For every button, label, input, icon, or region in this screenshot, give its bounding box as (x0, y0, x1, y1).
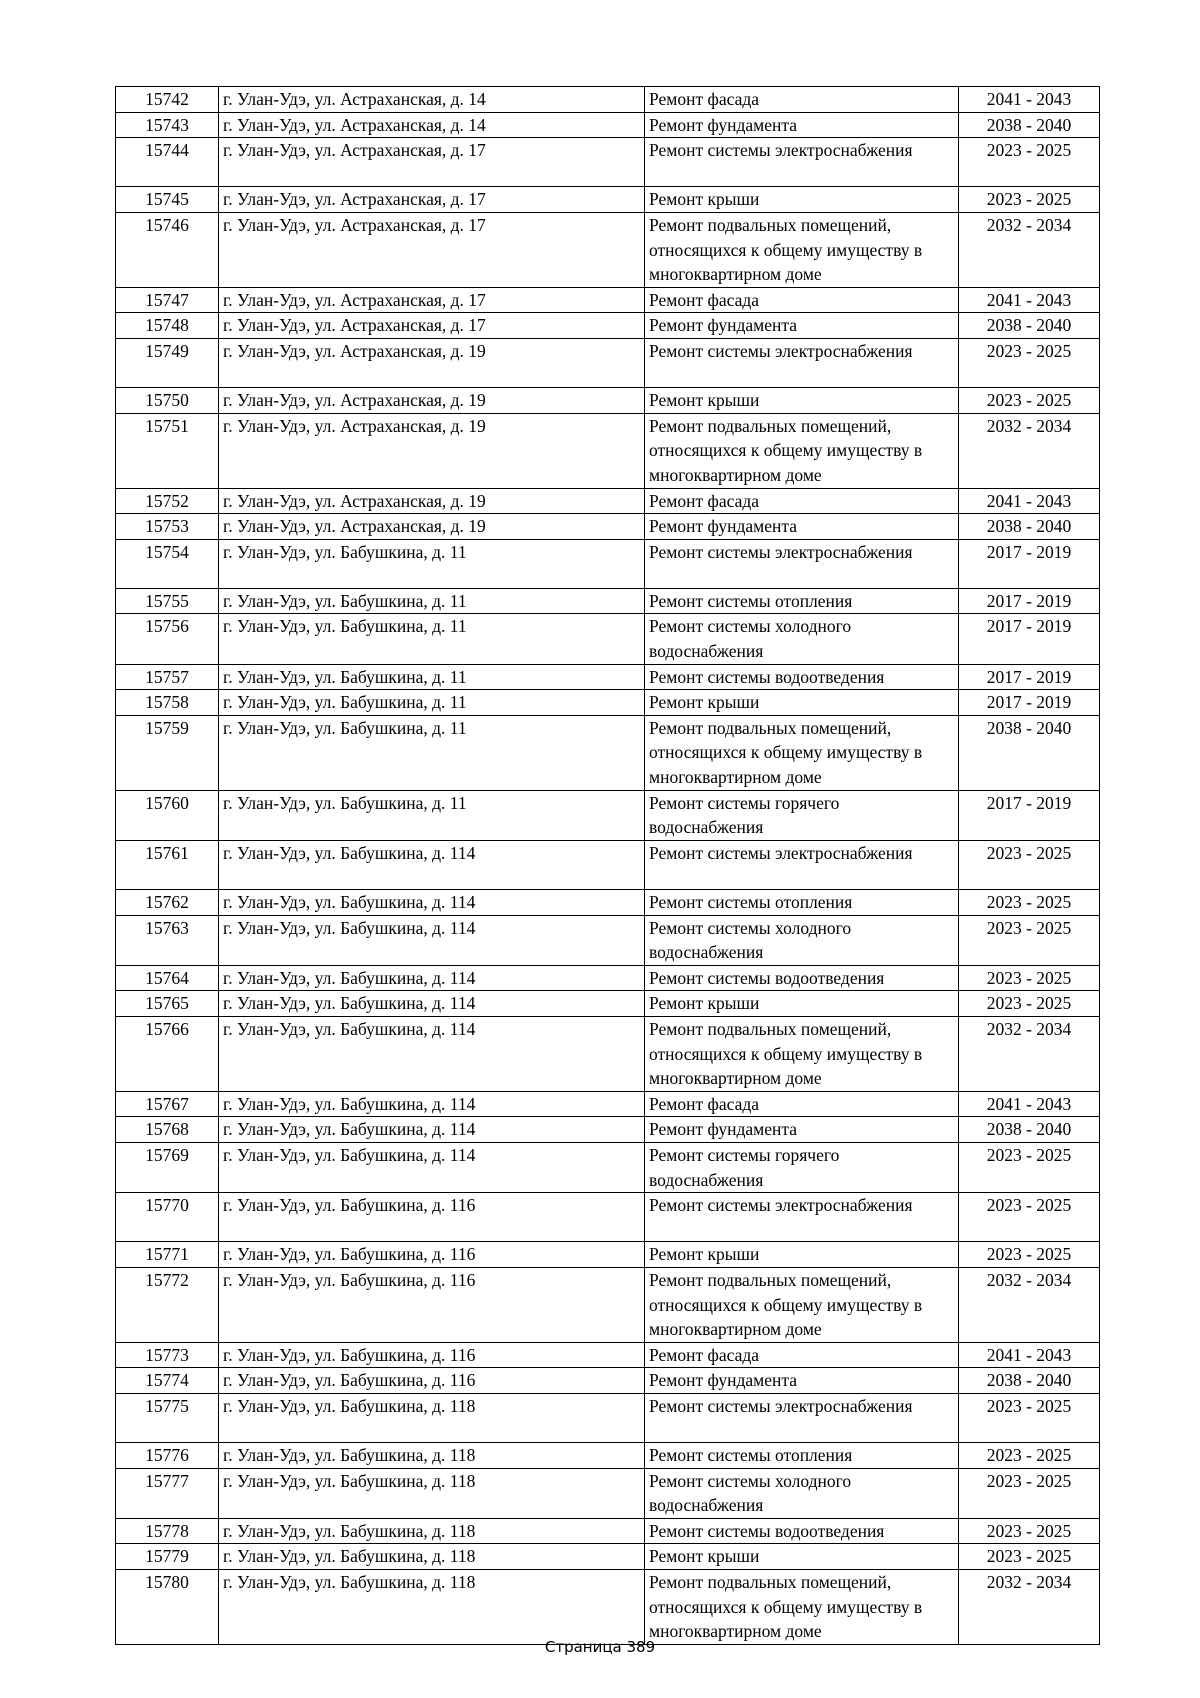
table-row (116, 790, 1100, 840)
table-row (116, 614, 1100, 664)
row-number: 15774 (116, 1368, 219, 1394)
row-work-type: Ремонт системы горячего водоснабжения (645, 790, 959, 840)
table-row (116, 1544, 1100, 1570)
row-work-type: Ремонт фундамента (645, 112, 959, 138)
row-period: 2041 - 2043 (959, 488, 1100, 514)
table-body (116, 87, 1100, 1645)
row-period: 2032 - 2034 (959, 1016, 1100, 1091)
row-number: 15756 (116, 614, 219, 664)
row-number: 15744 (116, 138, 219, 187)
row-address: г. Улан-Удэ, ул. Астраханская, д. 17 (219, 212, 645, 287)
row-period: 2023 - 2025 (959, 338, 1100, 387)
repair-schedule-table (115, 86, 1100, 1645)
table-row (116, 514, 1100, 540)
row-address: г. Улан-Удэ, ул. Бабушкина, д. 114 (219, 1117, 645, 1143)
row-period: 2023 - 2025 (959, 388, 1100, 414)
page-number: Страница 389 (544, 1638, 656, 1656)
row-number: 15742 (116, 87, 219, 113)
row-work-type: Ремонт фундамента (645, 1368, 959, 1394)
row-number: 15772 (116, 1267, 219, 1342)
row-number: 15779 (116, 1544, 219, 1570)
row-period: 2041 - 2043 (959, 87, 1100, 113)
row-period: 2023 - 2025 (959, 915, 1100, 965)
table-row (116, 1117, 1100, 1143)
row-address: г. Улан-Удэ, ул. Астраханская, д. 19 (219, 338, 645, 387)
row-period: 2041 - 2043 (959, 287, 1100, 313)
row-number: 15763 (116, 915, 219, 965)
row-number: 15751 (116, 413, 219, 488)
table-row (116, 313, 1100, 339)
table-row (116, 539, 1100, 588)
table-row (116, 1342, 1100, 1368)
row-work-type: Ремонт системы электроснабжения (645, 1193, 959, 1242)
row-address: г. Улан-Удэ, ул. Астраханская, д. 17 (219, 187, 645, 213)
row-address: г. Улан-Удэ, ул. Астраханская, д. 17 (219, 313, 645, 339)
table-row (116, 212, 1100, 287)
row-number: 15760 (116, 790, 219, 840)
row-period: 2041 - 2043 (959, 1342, 1100, 1368)
table-row (116, 840, 1100, 889)
row-address: г. Улан-Удэ, ул. Бабушкина, д. 118 (219, 1468, 645, 1518)
row-period: 2041 - 2043 (959, 1091, 1100, 1117)
row-work-type: Ремонт фасада (645, 1342, 959, 1368)
row-work-type: Ремонт системы водоотведения (645, 965, 959, 991)
row-number: 15777 (116, 1468, 219, 1518)
row-address: г. Улан-Удэ, ул. Астраханская, д. 19 (219, 488, 645, 514)
row-period: 2032 - 2034 (959, 1570, 1100, 1645)
row-address: г. Улан-Удэ, ул. Бабушкина, д. 11 (219, 614, 645, 664)
table-row (116, 1193, 1100, 1242)
row-work-type: Ремонт системы электроснабжения (645, 840, 959, 889)
row-work-type: Ремонт системы отопления (645, 588, 959, 614)
row-address: г. Улан-Удэ, ул. Бабушкина, д. 114 (219, 1142, 645, 1192)
row-address: г. Улан-Удэ, ул. Бабушкина, д. 116 (219, 1193, 645, 1242)
row-period: 2023 - 2025 (959, 1544, 1100, 1570)
row-period: 2023 - 2025 (959, 840, 1100, 889)
row-period: 2023 - 2025 (959, 1443, 1100, 1469)
row-work-type: Ремонт крыши (645, 690, 959, 716)
row-work-type: Ремонт фасада (645, 87, 959, 113)
row-work-type: Ремонт крыши (645, 1242, 959, 1268)
row-number: 15778 (116, 1518, 219, 1544)
row-period: 2023 - 2025 (959, 187, 1100, 213)
row-period: 2032 - 2034 (959, 413, 1100, 488)
row-address: г. Улан-Удэ, ул. Бабушкина, д. 11 (219, 588, 645, 614)
row-address: г. Улан-Удэ, ул. Астраханская, д. 17 (219, 287, 645, 313)
row-address: г. Улан-Удэ, ул. Бабушкина, д. 118 (219, 1570, 645, 1645)
table-row (116, 890, 1100, 916)
row-work-type: Ремонт подвальных помещений, относящихся к общему имуществу в многоквартирном доме (645, 413, 959, 488)
row-work-type: Ремонт фасада (645, 1091, 959, 1117)
row-address: г. Улан-Удэ, ул. Астраханская, д. 19 (219, 413, 645, 488)
row-address: г. Улан-Удэ, ул. Бабушкина, д. 114 (219, 915, 645, 965)
row-number: 15757 (116, 664, 219, 690)
row-address: г. Улан-Удэ, ул. Астраханская, д. 17 (219, 138, 645, 187)
row-number: 15746 (116, 212, 219, 287)
row-number: 15764 (116, 965, 219, 991)
row-period: 2038 - 2040 (959, 715, 1100, 790)
row-address: г. Улан-Удэ, ул. Бабушкина, д. 11 (219, 715, 645, 790)
row-address: г. Улан-Удэ, ул. Бабушкина, д. 118 (219, 1544, 645, 1570)
row-work-type: Ремонт системы холодного водоснабжения (645, 1468, 959, 1518)
row-work-type: Ремонт фундамента (645, 1117, 959, 1143)
row-address: г. Улан-Удэ, ул. Бабушкина, д. 11 (219, 690, 645, 716)
row-period: 2017 - 2019 (959, 539, 1100, 588)
table-row (116, 112, 1100, 138)
table-row (116, 690, 1100, 716)
row-address: г. Улан-Удэ, ул. Бабушкина, д. 116 (219, 1267, 645, 1342)
row-period: 2023 - 2025 (959, 965, 1100, 991)
table-row (116, 187, 1100, 213)
row-number: 15743 (116, 112, 219, 138)
row-period: 2017 - 2019 (959, 690, 1100, 716)
row-work-type: Ремонт системы электроснабжения (645, 338, 959, 387)
row-period: 2038 - 2040 (959, 514, 1100, 540)
row-address: г. Улан-Удэ, ул. Бабушкина, д. 114 (219, 1091, 645, 1117)
row-work-type: Ремонт фасада (645, 287, 959, 313)
row-number: 15768 (116, 1117, 219, 1143)
row-work-type: Ремонт системы электроснабжения (645, 138, 959, 187)
table-row (116, 715, 1100, 790)
row-address: г. Улан-Удэ, ул. Бабушкина, д. 114 (219, 965, 645, 991)
table-row (116, 664, 1100, 690)
row-work-type: Ремонт подвальных помещений, относящихся к общему имуществу в многоквартирном доме (645, 715, 959, 790)
row-address: г. Улан-Удэ, ул. Бабушкина, д. 116 (219, 1368, 645, 1394)
row-number: 15759 (116, 715, 219, 790)
row-work-type: Ремонт подвальных помещений, относящихся к общему имуществу в многоквартирном доме (645, 1570, 959, 1645)
row-period: 2038 - 2040 (959, 1117, 1100, 1143)
row-period: 2038 - 2040 (959, 1368, 1100, 1394)
row-work-type: Ремонт системы отопления (645, 1443, 959, 1469)
row-period: 2017 - 2019 (959, 790, 1100, 840)
row-period: 2038 - 2040 (959, 313, 1100, 339)
table-row (116, 87, 1100, 113)
row-period: 2023 - 2025 (959, 991, 1100, 1017)
row-period: 2023 - 2025 (959, 1518, 1100, 1544)
row-address: г. Улан-Удэ, ул. Астраханская, д. 19 (219, 388, 645, 414)
row-number: 15775 (116, 1393, 219, 1442)
row-period: 2038 - 2040 (959, 112, 1100, 138)
row-work-type: Ремонт системы водоотведения (645, 1518, 959, 1544)
row-address: г. Улан-Удэ, ул. Бабушкина, д. 116 (219, 1342, 645, 1368)
table-row (116, 1468, 1100, 1518)
row-number: 15755 (116, 588, 219, 614)
row-address: г. Улан-Удэ, ул. Бабушкина, д. 114 (219, 991, 645, 1017)
row-number: 15767 (116, 1091, 219, 1117)
row-work-type: Ремонт системы отопления (645, 890, 959, 916)
table-row (116, 1242, 1100, 1268)
row-number: 15766 (116, 1016, 219, 1091)
row-work-type: Ремонт системы холодного водоснабжения (645, 614, 959, 664)
row-address: г. Улан-Удэ, ул. Бабушкина, д. 118 (219, 1443, 645, 1469)
table-row (116, 1570, 1100, 1645)
row-address: г. Улан-Удэ, ул. Бабушкина, д. 11 (219, 790, 645, 840)
row-work-type: Ремонт системы холодного водоснабжения (645, 915, 959, 965)
row-number: 15762 (116, 890, 219, 916)
row-number: 15770 (116, 1193, 219, 1242)
row-number: 15748 (116, 313, 219, 339)
row-period: 2023 - 2025 (959, 1142, 1100, 1192)
row-period: 2032 - 2034 (959, 212, 1100, 287)
table-row (116, 1091, 1100, 1117)
row-period: 2017 - 2019 (959, 664, 1100, 690)
row-address: г. Улан-Удэ, ул. Бабушкина, д. 118 (219, 1518, 645, 1544)
row-number: 15754 (116, 539, 219, 588)
table-row (116, 1142, 1100, 1192)
row-work-type: Ремонт крыши (645, 187, 959, 213)
row-address: г. Улан-Удэ, ул. Бабушкина, д. 114 (219, 840, 645, 889)
row-address: г. Улан-Удэ, ул. Бабушкина, д. 116 (219, 1242, 645, 1268)
row-number: 15771 (116, 1242, 219, 1268)
row-work-type: Ремонт системы электроснабжения (645, 539, 959, 588)
row-period: 2017 - 2019 (959, 588, 1100, 614)
table-row (116, 138, 1100, 187)
table-row (116, 1518, 1100, 1544)
row-number: 15749 (116, 338, 219, 387)
row-work-type: Ремонт подвальных помещений, относящихся к общему имуществу в многоквартирном доме (645, 1016, 959, 1091)
table-row (116, 413, 1100, 488)
row-number: 15769 (116, 1142, 219, 1192)
row-work-type: Ремонт системы водоотведения (645, 664, 959, 690)
row-number: 15745 (116, 187, 219, 213)
row-work-type: Ремонт крыши (645, 388, 959, 414)
table-row (116, 488, 1100, 514)
row-address: г. Улан-Удэ, ул. Бабушкина, д. 114 (219, 1016, 645, 1091)
row-number: 15758 (116, 690, 219, 716)
table-row (116, 1016, 1100, 1091)
row-number: 15753 (116, 514, 219, 540)
row-work-type: Ремонт фасада (645, 488, 959, 514)
row-period: 2032 - 2034 (959, 1267, 1100, 1342)
row-work-type: Ремонт фундамента (645, 313, 959, 339)
row-period: 2023 - 2025 (959, 1193, 1100, 1242)
table-row (116, 388, 1100, 414)
row-number: 15776 (116, 1443, 219, 1469)
row-address: г. Улан-Удэ, ул. Бабушкина, д. 11 (219, 664, 645, 690)
row-work-type: Ремонт подвальных помещений, относящихся к общему имуществу в многоквартирном доме (645, 1267, 959, 1342)
table-row (116, 287, 1100, 313)
row-number: 15750 (116, 388, 219, 414)
row-period: 2023 - 2025 (959, 1393, 1100, 1442)
row-address: г. Улан-Удэ, ул. Астраханская, д. 14 (219, 87, 645, 113)
row-period: 2017 - 2019 (959, 614, 1100, 664)
row-number: 15780 (116, 1570, 219, 1645)
table-row (116, 338, 1100, 387)
row-address: г. Улан-Удэ, ул. Бабушкина, д. 118 (219, 1393, 645, 1442)
row-number: 15761 (116, 840, 219, 889)
row-address: г. Улан-Удэ, ул. Бабушкина, д. 11 (219, 539, 645, 588)
table-row (116, 1443, 1100, 1469)
row-number: 15765 (116, 991, 219, 1017)
row-period: 2023 - 2025 (959, 138, 1100, 187)
table-row (116, 1393, 1100, 1442)
row-address: г. Улан-Удэ, ул. Астраханская, д. 19 (219, 514, 645, 540)
row-work-type: Ремонт системы электроснабжения (645, 1393, 959, 1442)
table-row (116, 1267, 1100, 1342)
row-work-type: Ремонт крыши (645, 1544, 959, 1570)
row-number: 15747 (116, 287, 219, 313)
row-period: 2023 - 2025 (959, 1242, 1100, 1268)
row-number: 15752 (116, 488, 219, 514)
row-work-type: Ремонт крыши (645, 991, 959, 1017)
row-work-type: Ремонт системы горячего водоснабжения (645, 1142, 959, 1192)
table-row (116, 588, 1100, 614)
row-number: 15773 (116, 1342, 219, 1368)
row-period: 2023 - 2025 (959, 890, 1100, 916)
row-address: г. Улан-Удэ, ул. Бабушкина, д. 114 (219, 890, 645, 916)
row-work-type: Ремонт подвальных помещений, относящихся к общему имуществу в многоквартирном доме (645, 212, 959, 287)
row-work-type: Ремонт фундамента (645, 514, 959, 540)
table-row (116, 991, 1100, 1017)
row-period: 2023 - 2025 (959, 1468, 1100, 1518)
table-row (116, 965, 1100, 991)
row-address: г. Улан-Удэ, ул. Астраханская, д. 14 (219, 112, 645, 138)
table-row (116, 915, 1100, 965)
table-row (116, 1368, 1100, 1394)
